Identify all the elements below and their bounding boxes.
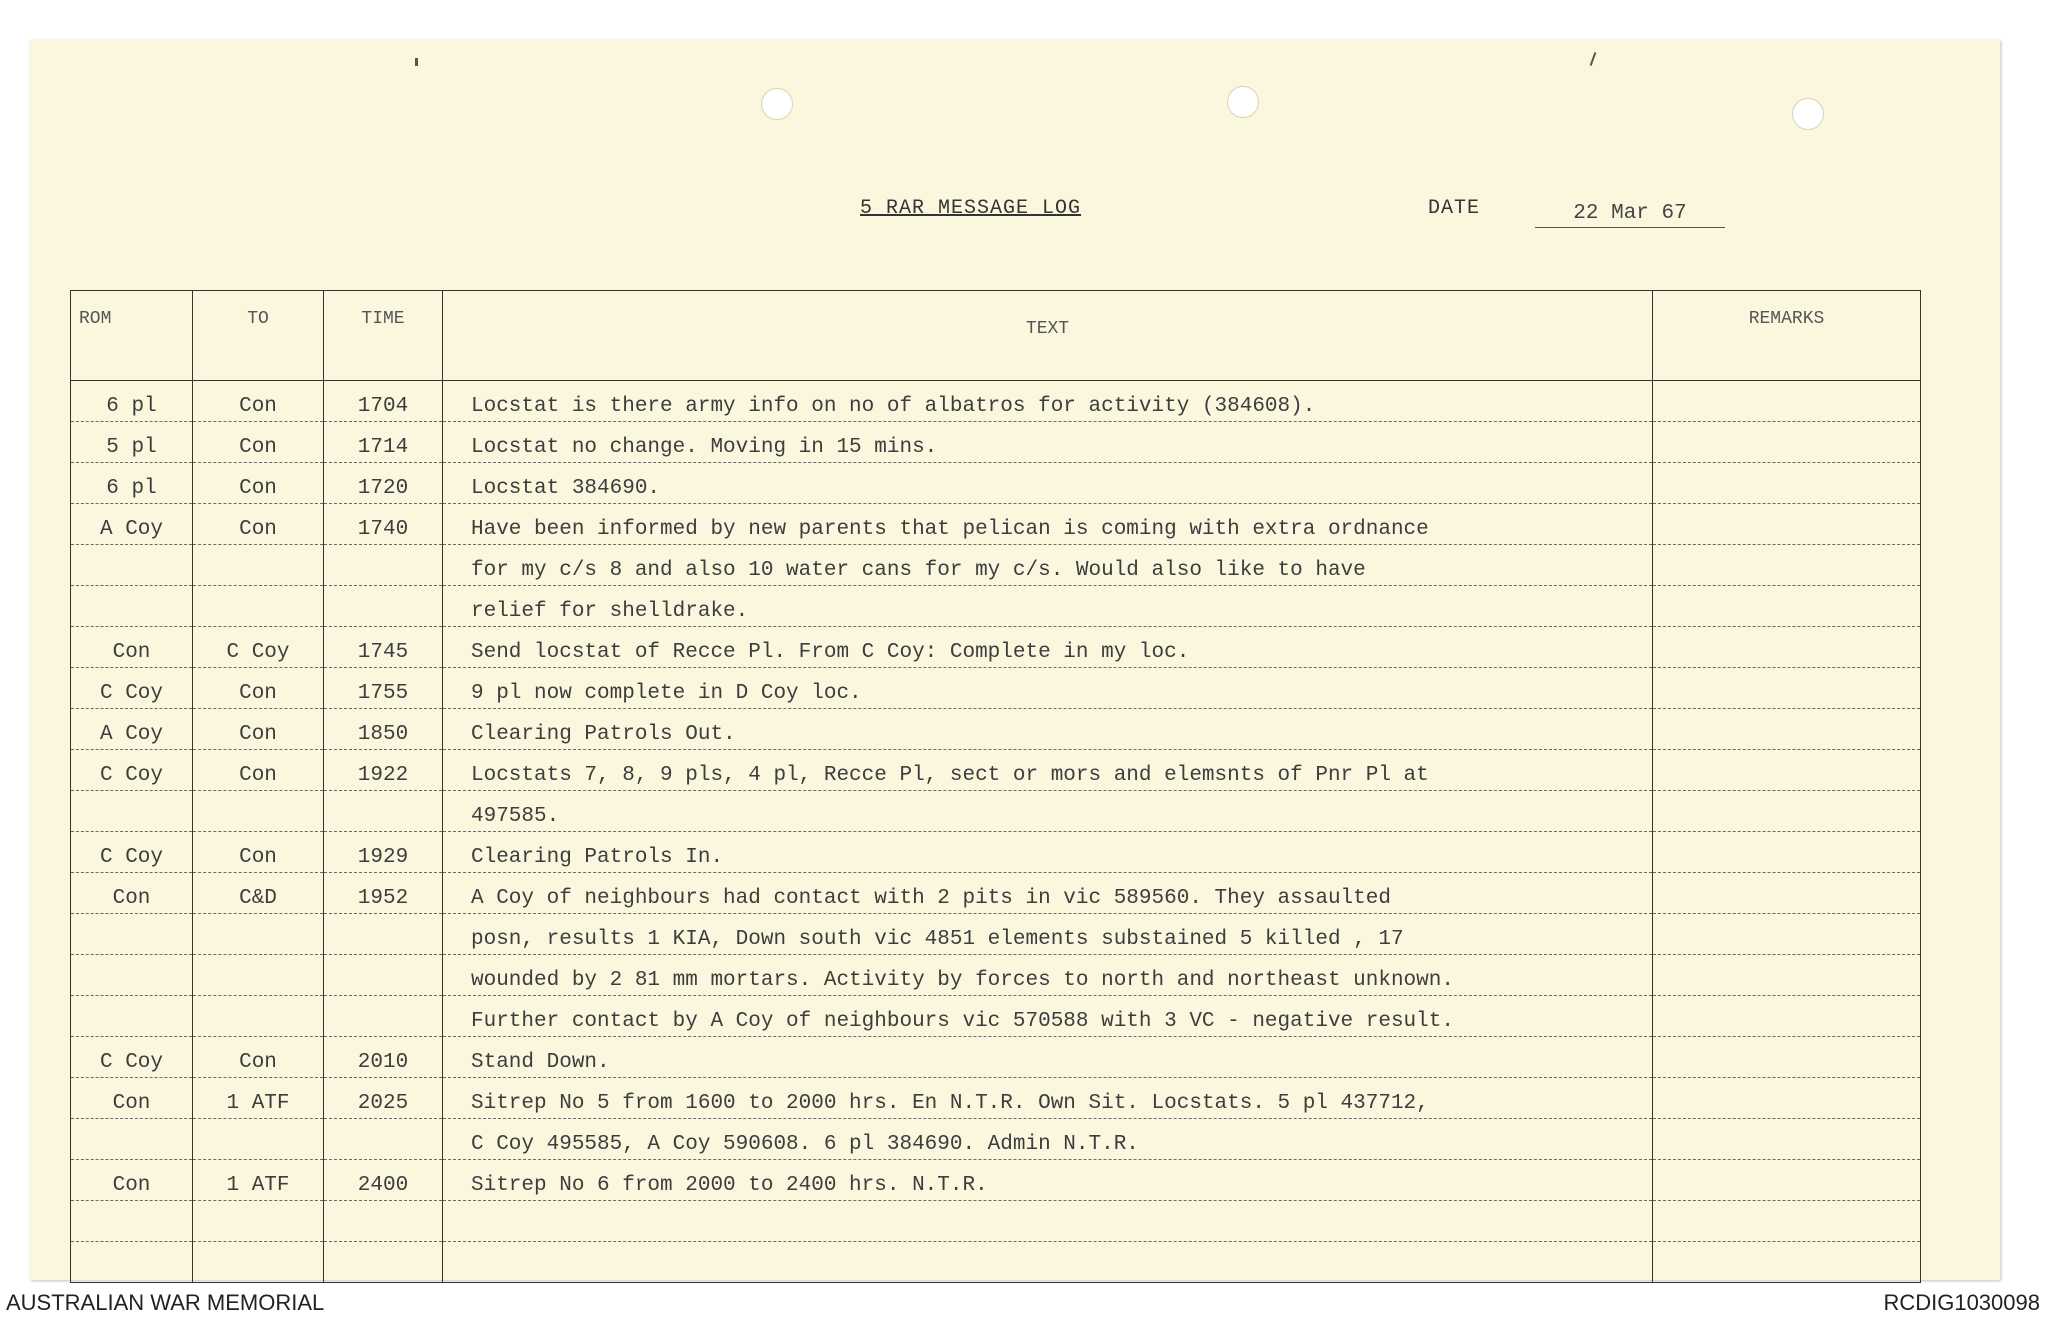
cell-remarks (1653, 1119, 1921, 1160)
cell-to (193, 955, 324, 996)
cell-text: Sitrep No 6 from 2000 to 2400 hrs. N.T.R. (443, 1160, 1653, 1201)
cell-text: 497585. (443, 791, 1653, 832)
cell-remarks (1653, 873, 1921, 914)
cell-time: 1755 (324, 668, 443, 709)
table-row (71, 1078, 1921, 1119)
cell-remarks (1653, 955, 1921, 996)
message-log-table (70, 290, 1921, 1283)
cell-text: Clearing Patrols Out. (443, 709, 1653, 750)
cell-text: Locstats 7, 8, 9 pls, 4 pl, Recce Pl, sect or mors and elemsnts of Pnr Pl at (443, 750, 1653, 791)
cell-time: 1720 (324, 463, 443, 504)
date-label: DATE (1428, 197, 1481, 220)
cell-remarks (1653, 914, 1921, 955)
cell-from (71, 955, 193, 996)
cell-from (71, 791, 193, 832)
cell-from (71, 1119, 193, 1160)
cell-time: 1850 (324, 709, 443, 750)
cell-text: Clearing Patrols In. (443, 832, 1653, 873)
cell-to (193, 791, 324, 832)
table-row (71, 627, 1921, 668)
table-row (71, 381, 1921, 422)
cell-time (324, 1119, 443, 1160)
cell-time: 1929 (324, 832, 443, 873)
punch-hole (1227, 86, 1259, 118)
table-row (71, 791, 1921, 832)
cell-to (193, 586, 324, 627)
cell-text: Locstat 384690. (443, 463, 1653, 504)
cell-remarks (1653, 586, 1921, 627)
log-title: 5 RAR MESSAGE LOG (860, 197, 1082, 220)
cell-to (193, 996, 324, 1037)
cell-time: 1922 (324, 750, 443, 791)
punch-hole (761, 88, 793, 120)
column-header-to: TO (193, 291, 324, 381)
cell-time: 2025 (324, 1078, 443, 1119)
cell-remarks (1653, 1037, 1921, 1078)
cell-from (71, 586, 193, 627)
cell-time (324, 996, 443, 1037)
cell-text: A Coy of neighbours had contact with 2 pits in vic 589560. They assaulted (443, 873, 1653, 914)
cell-from (71, 996, 193, 1037)
blank-cell (443, 1201, 1653, 1242)
cell-remarks (1653, 627, 1921, 668)
cell-to: Con (193, 422, 324, 463)
blank-cell (1653, 1201, 1921, 1242)
cell-to: 1 ATF (193, 1160, 324, 1201)
table-row (71, 1160, 1921, 1201)
table-row (71, 832, 1921, 873)
header-row (71, 291, 1921, 381)
table-row (71, 873, 1921, 914)
cell-time: 2400 (324, 1160, 443, 1201)
cell-text: Have been informed by new parents that pelican is coming with extra ordnance (443, 504, 1653, 545)
cell-time: 1714 (324, 422, 443, 463)
cell-to: Con (193, 832, 324, 873)
column-header-time: TIME (324, 291, 443, 381)
cell-from: C Coy (71, 1037, 193, 1078)
table-row (71, 1037, 1921, 1078)
cell-remarks (1653, 668, 1921, 709)
cell-from (71, 914, 193, 955)
punch-hole (1792, 98, 1824, 130)
cell-time: 1740 (324, 504, 443, 545)
cell-remarks (1653, 1078, 1921, 1119)
blank-cell (1653, 1242, 1921, 1283)
cell-remarks (1653, 832, 1921, 873)
blank-row (71, 1242, 1921, 1283)
cell-remarks (1653, 709, 1921, 750)
blank-cell (443, 1242, 1653, 1283)
cell-from: 6 pl (71, 463, 193, 504)
cell-from: 5 pl (71, 422, 193, 463)
cell-remarks (1653, 422, 1921, 463)
table-row (71, 914, 1921, 955)
cell-to: Con (193, 709, 324, 750)
cell-time (324, 791, 443, 832)
blank-cell (193, 1242, 324, 1283)
blank-cell (324, 1242, 443, 1283)
cell-text: C Coy 495585, A Coy 590608. 6 pl 384690. Admin N.T.R. (443, 1119, 1653, 1160)
cell-from: 6 pl (71, 381, 193, 422)
column-header-remarks: REMARKS (1653, 291, 1921, 381)
cell-to: Con (193, 750, 324, 791)
cell-time (324, 545, 443, 586)
cell-text: Locstat no change. Moving in 15 mins. (443, 422, 1653, 463)
table-row (71, 709, 1921, 750)
footer-institution: AUSTRALIAN WAR MEMORIAL (6, 1290, 325, 1315)
cell-time: 1704 (324, 381, 443, 422)
cell-remarks (1653, 996, 1921, 1037)
cell-to: Con (193, 463, 324, 504)
cell-from: C Coy (71, 832, 193, 873)
cell-text: 9 pl now complete in D Coy loc. (443, 668, 1653, 709)
cell-from: Con (71, 1160, 193, 1201)
cell-to (193, 545, 324, 586)
cell-remarks (1653, 463, 1921, 504)
date-value: 22 Mar 67 (1535, 202, 1725, 228)
table-row (71, 586, 1921, 627)
cell-text: for my c/s 8 and also 10 water cans for my c/s. Would also like to have (443, 545, 1653, 586)
cell-to: C Coy (193, 627, 324, 668)
cell-time: 1952 (324, 873, 443, 914)
ink-mark (415, 58, 418, 66)
table-row (71, 996, 1921, 1037)
cell-text: relief for shelldrake. (443, 586, 1653, 627)
cell-remarks (1653, 791, 1921, 832)
cell-to: Con (193, 668, 324, 709)
column-header-text: TEXT (443, 291, 1653, 381)
ink-mark (1590, 52, 1597, 66)
cell-to: Con (193, 381, 324, 422)
blank-cell (193, 1201, 324, 1242)
cell-from: Con (71, 627, 193, 668)
cell-to (193, 1119, 324, 1160)
cell-from: A Coy (71, 709, 193, 750)
log-entries (71, 381, 1921, 1283)
column-header-from: ROM (71, 291, 193, 381)
cell-text: Stand Down. (443, 1037, 1653, 1078)
cell-from: C Coy (71, 750, 193, 791)
cell-remarks (1653, 381, 1921, 422)
cell-to: C&D (193, 873, 324, 914)
footer-record-id: RCDIG1030098 (1883, 1290, 2040, 1315)
cell-from: Con (71, 1078, 193, 1119)
cell-text: Sitrep No 5 from 1600 to 2000 hrs. En N.T.R. Own Sit. Locstats. 5 pl 437712, (443, 1078, 1653, 1119)
table-row (71, 668, 1921, 709)
blank-cell (71, 1242, 193, 1283)
cell-time: 2010 (324, 1037, 443, 1078)
cell-from: C Coy (71, 668, 193, 709)
message-log-sheet (30, 40, 2000, 1280)
table-row (71, 955, 1921, 996)
cell-remarks (1653, 545, 1921, 586)
table-row (71, 463, 1921, 504)
cell-to: Con (193, 504, 324, 545)
table-row (71, 545, 1921, 586)
cell-remarks (1653, 1160, 1921, 1201)
cell-remarks (1653, 750, 1921, 791)
cell-from (71, 545, 193, 586)
table-row (71, 422, 1921, 463)
blank-cell (71, 1201, 193, 1242)
table-row (71, 504, 1921, 545)
table-row (71, 1119, 1921, 1160)
cell-to: 1 ATF (193, 1078, 324, 1119)
cell-text: Send locstat of Recce Pl. From C Coy: Complete in my loc. (443, 627, 1653, 668)
blank-cell (324, 1201, 443, 1242)
cell-from: A Coy (71, 504, 193, 545)
cell-to: Con (193, 1037, 324, 1078)
cell-time: 1745 (324, 627, 443, 668)
cell-remarks (1653, 504, 1921, 545)
cell-to (193, 914, 324, 955)
cell-time (324, 955, 443, 996)
blank-row (71, 1201, 1921, 1242)
cell-text: posn, results 1 KIA, Down south vic 4851 elements substained 5 killed , 17 (443, 914, 1653, 955)
cell-time (324, 914, 443, 955)
cell-time (324, 586, 443, 627)
table-row (71, 750, 1921, 791)
cell-text: Locstat is there army info on no of albatros for activity (384608). (443, 381, 1653, 422)
cell-from: Con (71, 873, 193, 914)
cell-text: wounded by 2 81 mm mortars. Activity by forces to north and northeast unknown. (443, 955, 1653, 996)
cell-text: Further contact by A Coy of neighbours vic 570588 with 3 VC - negative result. (443, 996, 1653, 1037)
